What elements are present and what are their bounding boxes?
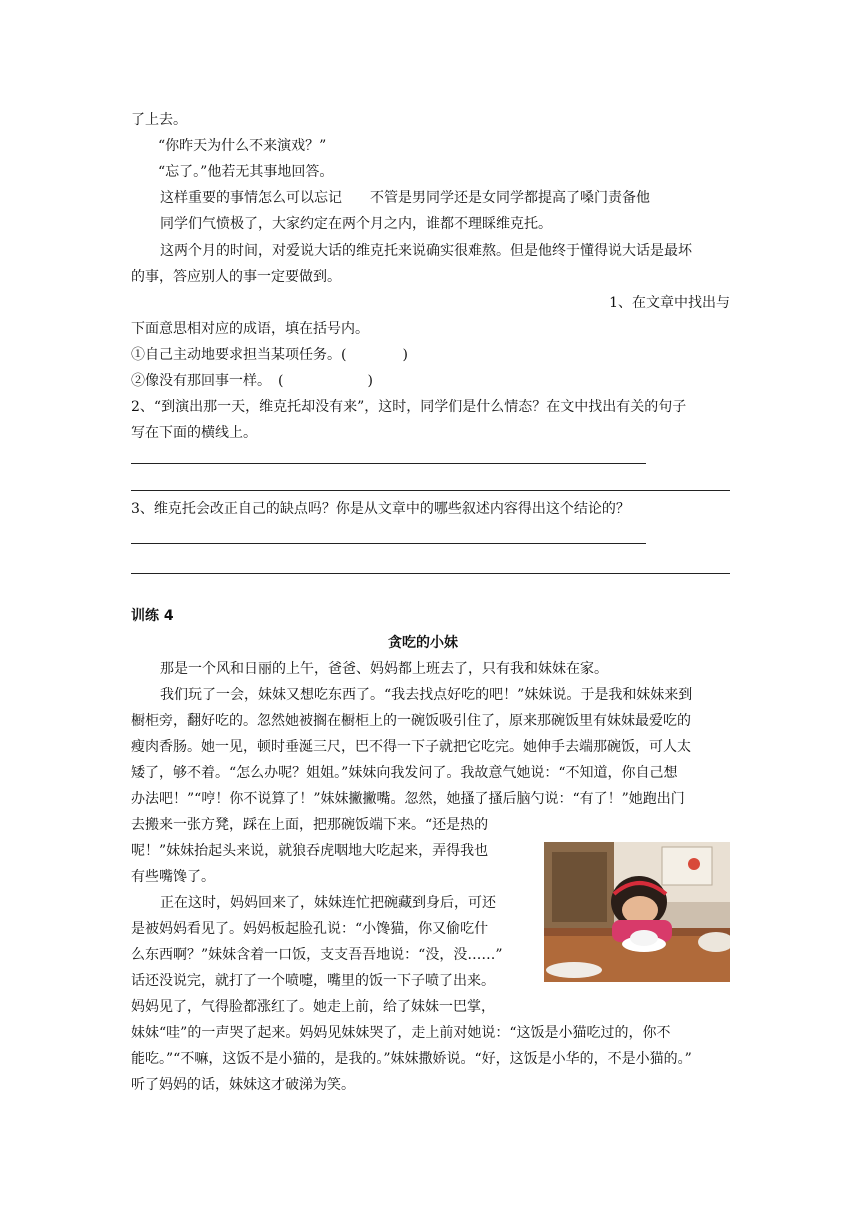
story-line: 话还没说完，就打了一个喷嚏，嘴里的饭一下子喷了出来。	[131, 973, 495, 989]
paragraph-line: 的事，答应别人的事一定要做到。	[131, 269, 341, 285]
question-3: 3、维克托会改正自己的缺点吗？你是从文章中的哪些叙述内容得出这个结论的？	[131, 501, 630, 517]
story-line: 办法吧！”“哼！你不说算了！”妹妹撇撇嘴。忽然，她搔了搔后脑勺说：“有了！”她跑出门	[131, 791, 685, 807]
story-line: 那是一个风和日丽的上午，爸爸、妈妈都上班去了，只有我和妹妹在家。	[160, 661, 608, 677]
paragraph-line: “忘了。”他若无其事地回答。	[158, 164, 334, 180]
story-line: 橱柜旁，翻好吃的。忽然她被搁在橱柜上的一碗饭吸引住了，原来那碗饭里有妹妹最爱吃的	[131, 713, 691, 729]
story-line: 妈妈见了，气得脸都涨红了。她走上前，给了妹妹一巴掌，	[131, 999, 495, 1015]
story-title: 贪吃的小妹	[388, 635, 458, 651]
paragraph-line: 同学们气愤极了，大家约定在两个月之内，谁都不理睬维克托。	[160, 216, 552, 232]
paragraph-line: 这两个月的时间，对爱说大话的维克托来说确实很难熬。但是他终于懂得说大话是最坏	[160, 243, 692, 259]
answer-line[interactable]	[131, 543, 646, 544]
story-line: 瘦肉香肠。她一见，顿时垂涎三尺，巴不得一下子就把它吃完。她伸手去端那碗饭，可人太	[131, 739, 691, 755]
question-2-line-2: 写在下面的横线上。	[131, 425, 257, 441]
paragraph-line: “你昨天为什么不来演戏？”	[158, 138, 327, 154]
story-line: 能吃。”“不嘛，这饭不是小猫的，是我的。”妹妹撒娇说。“好，这饭是小华的，不是小猫的。”	[131, 1051, 692, 1067]
story-line: 我们玩了一会，妹妹又想吃东西了。“我去找点好吃的吧！”妹妹说。于是我和妹妹来到	[160, 687, 693, 703]
question-2-line-1: 2、“到演出那一天，维克托却没有来”，这时，同学们是什么情态？在文中找出有关的句子	[131, 399, 687, 415]
story-line: 呢！”妹妹抬起头来说，就狼吞虎咽地大吃起来，弄得我也	[131, 843, 489, 859]
girl-eating-photo	[544, 842, 730, 982]
story-line: 去搬来一张方凳，踩在上面，把那碗饭端下来。“还是热的	[131, 817, 489, 833]
story-line: 正在这时，妈妈回来了，妹妹连忙把碗藏到身后，可还	[160, 895, 496, 911]
story-line: 听了妈妈的话，妹妹这才破涕为笑。	[131, 1077, 355, 1093]
question-1-item-b: ②像没有那回事一样。 ( )	[131, 373, 373, 389]
story-line: 有些嘴馋了。	[131, 869, 215, 885]
paragraph-line: 这样重要的事情怎么可以忘记 不管是男同学还是女同学都提高了嗓门责备他	[160, 190, 650, 206]
answer-line[interactable]	[131, 573, 730, 574]
paragraph-line: 了上去。	[131, 112, 187, 128]
question-1-line-2: 下面意思相对应的成语，填在括号内。	[131, 321, 369, 337]
training-label: 训练 4	[131, 608, 174, 624]
answer-line[interactable]	[131, 463, 646, 464]
story-line: 么东西啊？”妹妹含着一口饭，支支吾吾地说：“没，没……”	[131, 947, 503, 963]
story-line: 矮了，够不着。“怎么办呢？姐姐。”妹妹向我发问了。我故意气她说：“不知道，你自己想	[131, 765, 678, 781]
question-1-line-1: 1、在文章中找出与	[609, 295, 730, 311]
story-line: 妹妹“哇”的一声哭了起来。妈妈见妹妹哭了，走上前对她说：“这饭是小猫吃过的，你不	[131, 1025, 671, 1041]
story-line: 是被妈妈看见了。妈妈板起脸孔说：“小馋猫，你又偷吃什	[131, 921, 489, 937]
question-1-item-a: ①自己主动地要求担当某项任务。( )	[131, 347, 408, 363]
answer-line[interactable]	[131, 490, 730, 491]
